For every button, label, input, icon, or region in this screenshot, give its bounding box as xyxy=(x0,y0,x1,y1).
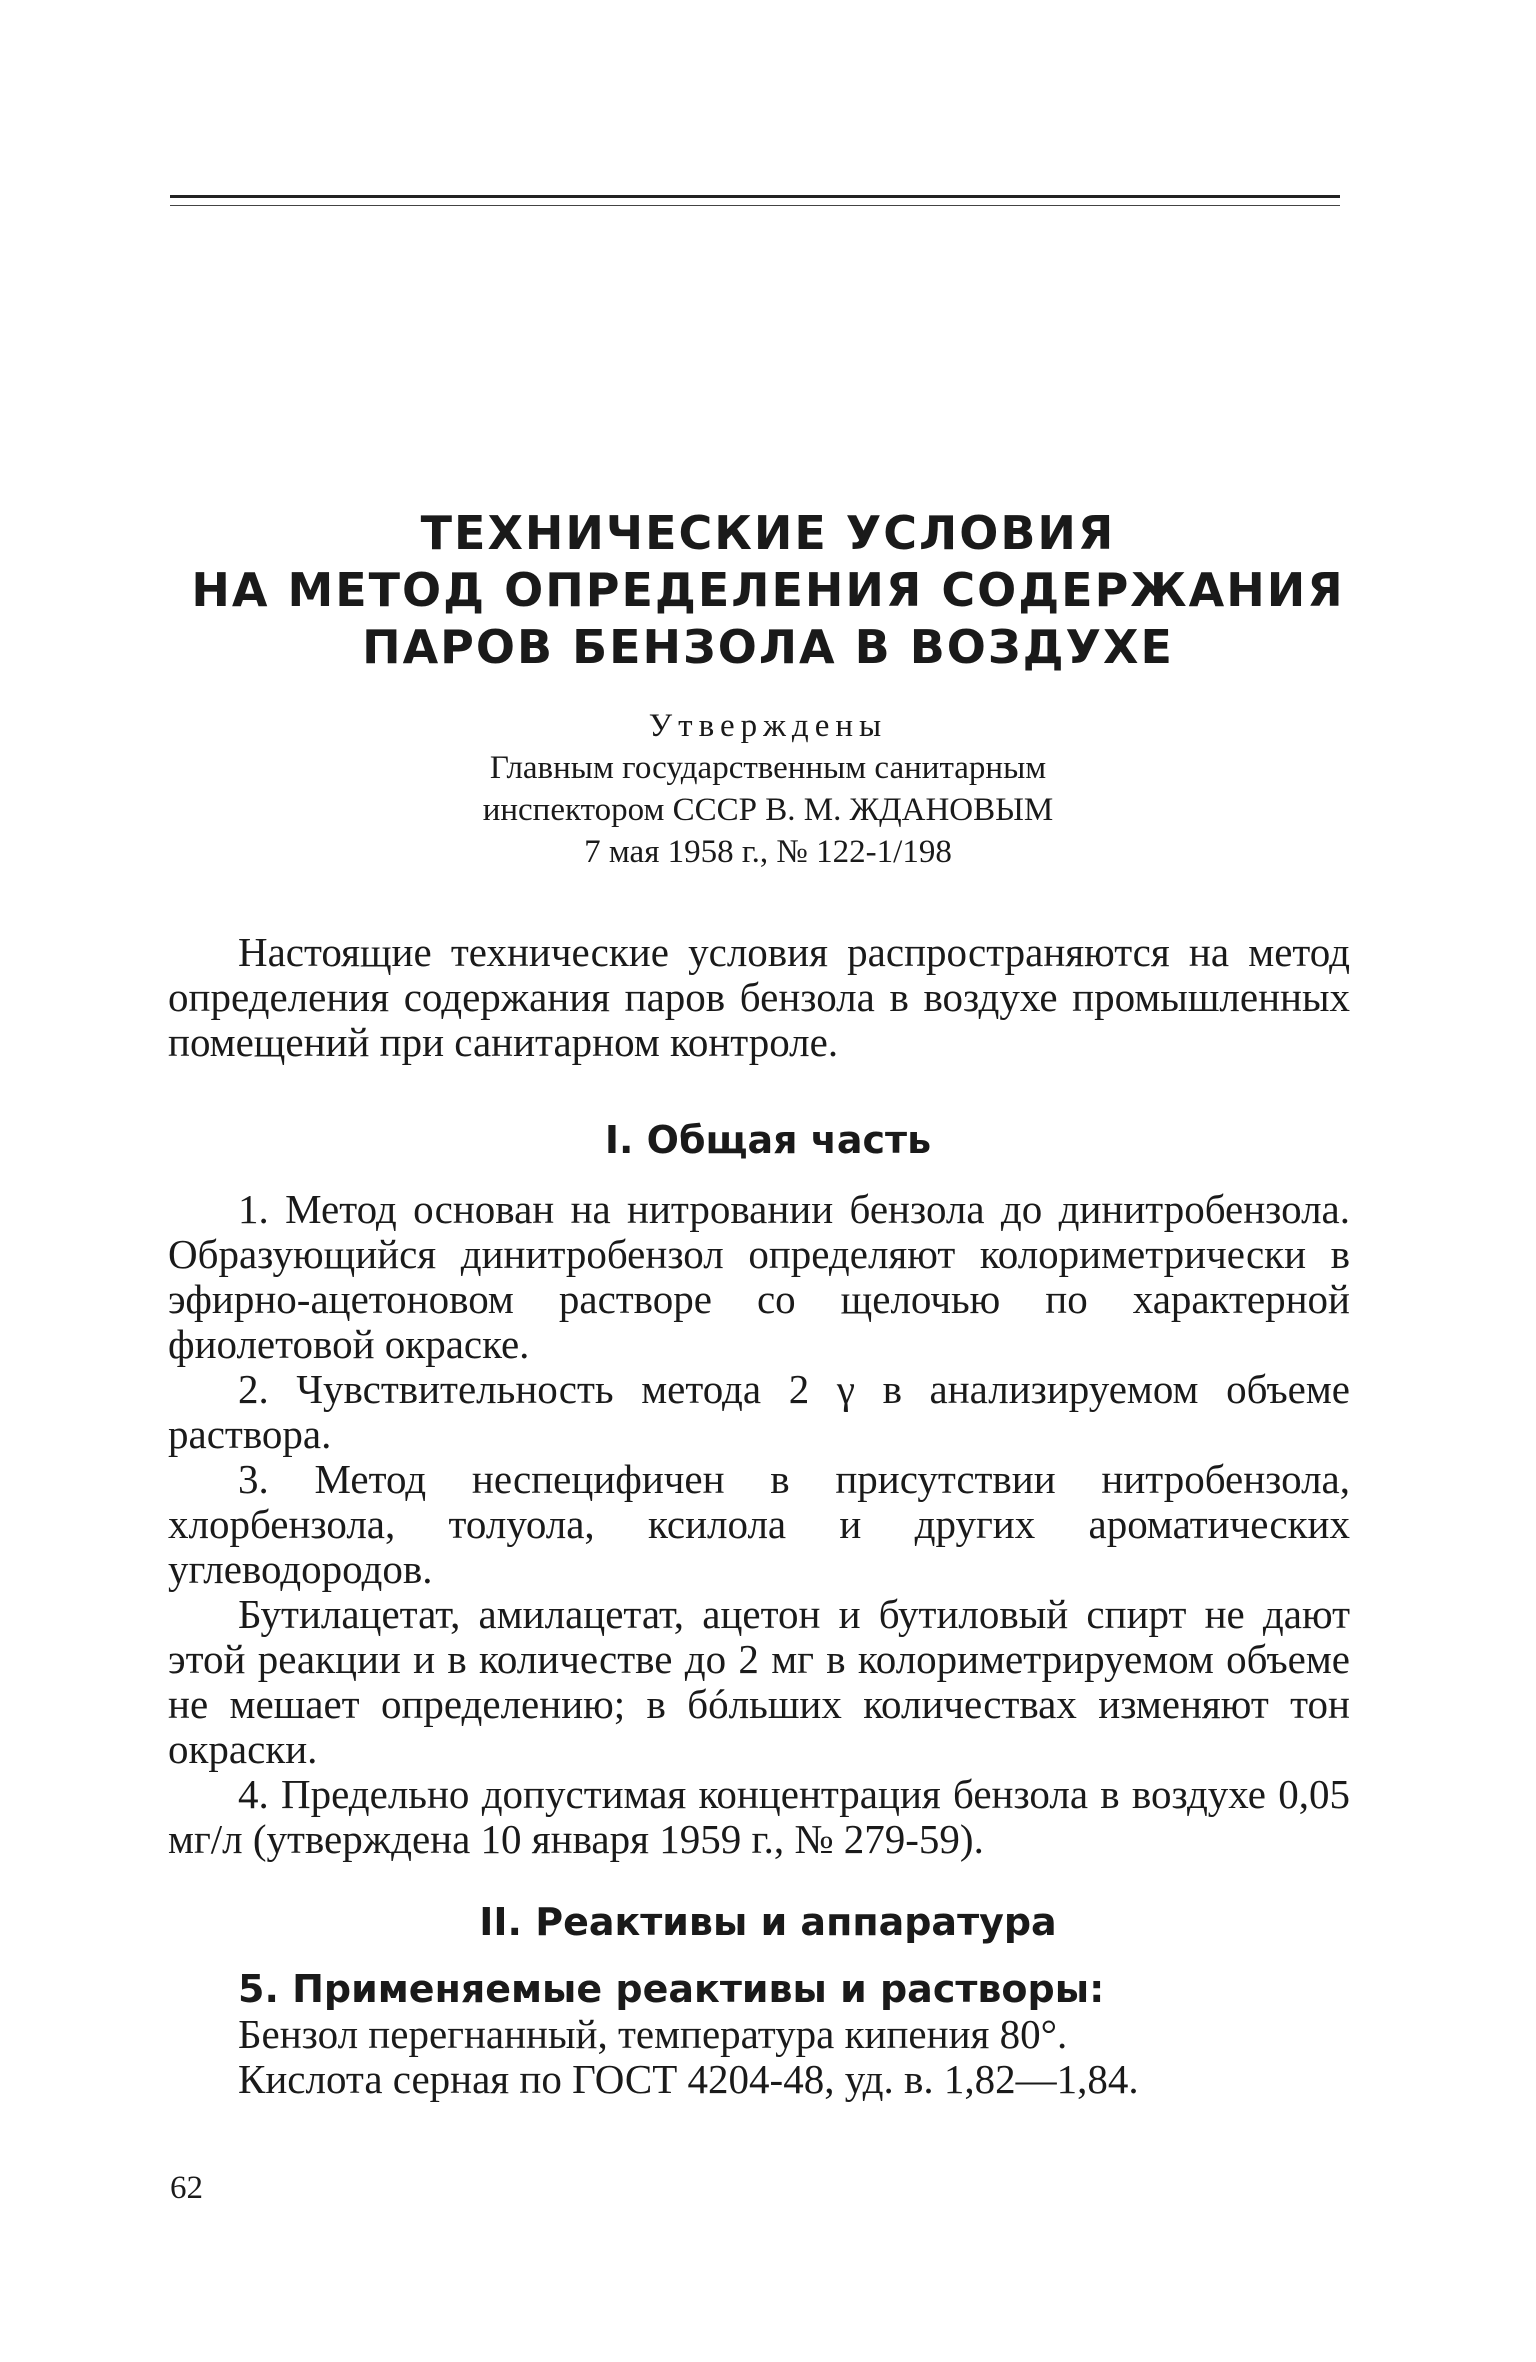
section-1-item-1: 1. Метод основан на нитровании бензола до динитробензола. Образующийся динитробензол определяют колориметрически в эфирно-ацетоновом растворе со щелочью по характерной фиолетовой окраске. xyxy=(168,1186,1350,1367)
approval-block xyxy=(168,705,1368,873)
section-2-heading: II. Реактивы и аппаратура xyxy=(479,1900,1057,1944)
intro-block xyxy=(168,930,1350,1065)
intro-paragraph: Настоящие технические условия распространяются на метод определения содержания паров бензола в воздухе промышленных помещений при санитарном контроле. xyxy=(168,929,1350,1065)
title-line-1: ТЕХНИЧЕСКИЕ УСЛОВИЯ xyxy=(420,506,1116,560)
section-1-body xyxy=(168,1187,1350,1862)
section-2-body xyxy=(168,1966,1350,2102)
title-line-3: ПАРОВ БЕНЗОЛА В ВОЗДУХЕ xyxy=(362,620,1174,674)
section-1-item-2: 2. Чувствительность метода 2 γ в анализируемом объеме раствора. xyxy=(168,1366,1350,1457)
approval-line-3: 7 мая 1958 г., № 122-1/198 xyxy=(584,834,952,870)
section-1-item-3: 3. Метод неспецифичен в присутствии нитробензола, хлорбензола, толуола, ксилола и других ароматических углеводородов. xyxy=(168,1456,1350,1592)
section-2-subheading-row xyxy=(168,1966,1350,2012)
title-line-2: НА МЕТОД ОПРЕДЕЛЕНИЯ СОДЕРЖАНИЯ xyxy=(191,563,1345,617)
reagent-line-2: Кислота серная по ГОСТ 4204-48, уд. в. 1,82—1,84. xyxy=(238,2056,1139,2102)
section-1-item-4: 4. Предельно допустимая концентрация бензола в воздухе 0,05 мг/л (утверждена 10 января 1959 г., № 279-59). xyxy=(168,1771,1350,1862)
approval-line-2: инспектором СССР В. М. ЖДАНОВЫМ xyxy=(482,792,1054,828)
approval-line-1: Главным государственным санитарным xyxy=(489,750,1047,786)
top-rule-thin xyxy=(170,205,1340,206)
page-number: 62 xyxy=(170,2170,203,2206)
document-title xyxy=(168,505,1368,676)
section-2-subheading: 5. Применяемые реактивы и растворы: xyxy=(238,1967,1105,2011)
top-rule-thick xyxy=(170,195,1340,198)
section-1-item-3-note: Бутилацетат, амилацетат, ацетон и бутиловый спирт не дают этой реакции и в количестве до 2 мг в колориметрируемом объеме не мешает определению; в бóльших количествах изменяют тон окраски. xyxy=(168,1591,1350,1772)
approval-word: Утверждены xyxy=(648,708,888,744)
reagent-line-1: Бензол перегнанный, температура кипения 80°. xyxy=(238,2011,1068,2057)
section-1-heading: I. Общая часть xyxy=(604,1118,932,1162)
